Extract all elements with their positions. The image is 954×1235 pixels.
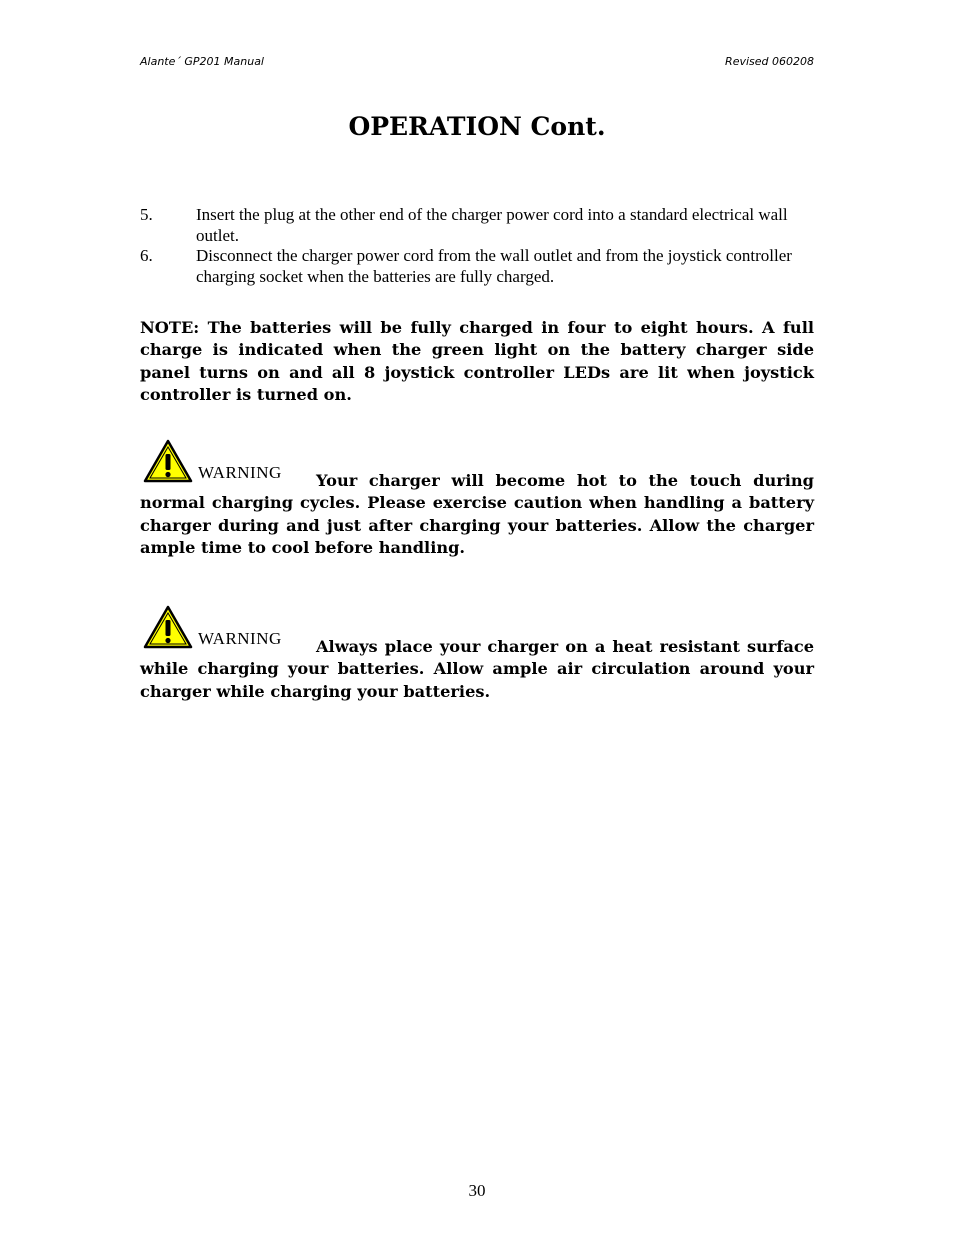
step-text: Insert the plug at the other end of the charger power cord into a standard electrical wall outlet. <box>196 205 788 245</box>
step-number: 5. <box>140 205 153 224</box>
warning-block <box>140 437 814 559</box>
warning-triangle-icon <box>143 605 193 649</box>
header-revision: Revised 060208 <box>725 55 814 68</box>
warning-text: Your charger will become hot to the touch during normal charging cycles. Please exercise caution when handling a battery charger during and just after charging your batteries. Allow the charger ample time to cool before handling. <box>140 471 814 557</box>
note-paragraph: NOTE: The batteries will be fully charged in four to eight hours. A full charge is indicated when the green light on the battery charger side panel turns on and all 8 joystick controller LEDs are lit when joystick controller is turned on. <box>140 318 814 404</box>
warning-label: WARNING <box>198 629 282 648</box>
warning-block <box>140 603 814 703</box>
warning-text: Always place your charger on a heat resistant surface while charging your batteries. Allow ample air circulation around your charger while charging your batteries. <box>140 637 814 701</box>
step-text: Disconnect the charger power cord from the wall outlet and from the joystick controller charging socket when the batteries are fully charged. <box>196 246 792 286</box>
warning-badge <box>140 437 302 485</box>
step-item <box>140 205 814 246</box>
step-number: 6. <box>140 246 153 265</box>
warning-badge <box>140 603 302 651</box>
page-number: 30 <box>468 1181 486 1200</box>
page-header <box>140 55 814 71</box>
warning-triangle-icon <box>143 439 193 483</box>
step-item <box>140 246 814 287</box>
page-title: OPERATION Cont. <box>348 112 606 141</box>
warning-label: WARNING <box>198 463 282 482</box>
header-manual-title: Alante´ GP201 Manual <box>140 55 264 68</box>
steps-list <box>140 205 814 287</box>
